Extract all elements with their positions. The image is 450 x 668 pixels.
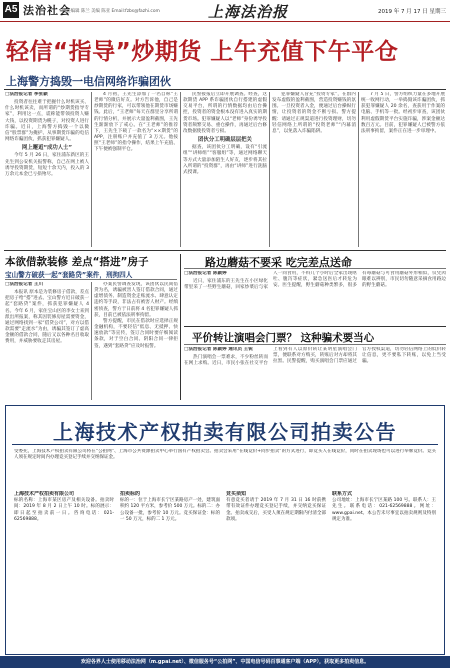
section-rule: [184, 326, 446, 327]
column-divider: [91, 282, 92, 400]
lead-paragraph: 犯罪嫌疑人冒充“投资专家”，在群内发布虚假的盈利截图，营造投资赚钱的氛围。一旦投资者入金，便通过后台操纵行情，让投资者的资金不断亏损。警方提醒：请通过正规渠道进行投资理财，切勿轻信网络上所谓的“投资老师”“内幕消息”，以免落入诈骗陷阱。: [272, 92, 356, 134]
lead-column-1: [5, 92, 89, 247]
story3-rule: [184, 268, 446, 269]
lead-column-5: [361, 92, 445, 247]
lead-column-3: [183, 92, 267, 247]
story2-deck: 宝山警方破获一起“套路贷”案件，刑拘四人: [5, 271, 133, 279]
story4-paragraph: 热门演唱会一票难求，不少粉丝转而在网上求购。近日，市民小张在社交平台上看到有人以原价转让某明星演唱会门票，便联系对方购买，转账后对方却将其拉黑。民警提醒，购买演唱会门票应通过官方授权渠道，切勿轻信网络上的低价转让信息，更不要私下转账，以免上当受骗。: [184, 347, 446, 367]
lead-paragraph: 今年 5 月 26 日，家住浦东新区的王先生到公安机关报警称，自己在网上被人诱导投资期货，短短十余天内，投入的 3 万余元本金已亏损殆尽。: [5, 153, 89, 177]
section-name: 法治社会: [23, 4, 71, 17]
notice-intro-text: 受委托，上海技术产权拍卖有限公司将在“公拍网”、上海市公共资源拍卖中心举行国有产权拍卖会。拍卖会采用“在线竞价+同步拍卖”的方式进行，即竞买人在线竞价，同时在拍卖现场也可以进行举牌竞价。竞买人须在规定时间内办理竞买登记手续并交纳保证金。: [14, 449, 436, 461]
story2-rule: [5, 279, 177, 280]
story2-paragraph: 办案民警调查发现，该团伙以民间借贷为名，诱骗被害人签订借款合同，通过虚增债务、制造资金走账流水、肆意认定违约等手段，非法占有被害人财产。经缜密侦查，警方于日前将 4 名犯罪嫌疑人抓获，目前已被依法刑事拘留。: [94, 282, 178, 318]
column-divider: [180, 254, 181, 400]
auction-notice: [5, 405, 445, 655]
lead-subhead-1: 网上邂逅“成功人士”: [21, 145, 73, 152]
story3-body: [184, 271, 446, 323]
notice-column-text: 标的一：位于上海市长宁区某路房产一处，建筑面积约 120 平方米，参考价 500 万元。标的二：办公设备一批，参考价 10 万元。竞买保证金：标的一 50 万元，标的二 1 万元。: [120, 498, 220, 522]
notice-rule: [12, 444, 438, 445]
notice-column-title: 联系方式: [332, 491, 353, 497]
notice-column-2: [120, 491, 220, 646]
story2-paragraph: 警方提醒，市民在借款时应选择正规金融机构，不要轻信“低息、无抵押、快速放款”等宣传，签订合同时要仔细阅读条款，对于空白合同、阴阳合同一律拒签，遇到“套路贷”应及时报警。: [94, 318, 178, 349]
lead-column-2: [94, 92, 178, 247]
editors-line: 责任编辑 陈兰 美编 陈亚 Email:fzbs@fazhi.com: [62, 9, 160, 14]
notice-title: 上海技术产权拍卖有限公司拍卖公告: [53, 420, 397, 444]
section-rule: [4, 250, 446, 251]
lead-subhead-2: 团伙分工明确层层把关: [198, 137, 252, 144]
lead-deck: 上海警方捣毁一电信网络诈骗团伙: [6, 75, 171, 88]
lead-rule: [4, 89, 446, 90]
notice-column-3: [226, 491, 326, 646]
story2-headline: 本欲借款装修 差点“搭进”房子: [5, 256, 149, 268]
lead-paragraph: 据查，该团伙分工明确，设有“引流组”“讲师组”“客服组”等，通过网络聊天等方式大量添加陌生人好友，逐步将其拉入所谓的“投资群”，再由“讲师”进行洗脑式授课。: [183, 145, 267, 175]
story2-paragraph: 本报讯 原本是为装修房子借款，差点把房子给“搭”进去。宝山警方近日破获一起“套路贷”案件，抓获犯罪嫌疑人 4 名。今年 6 月，家住宝山区的李女士来到派出所报案，称其因装修房屋需要资金，通过网络找到一家“借贷公司”，对方以借款需要“走流水”为由，诱骗其签订了虚高金额的借款合同，随后又以各种名目收取费用，并威胁要收走其房屋。: [5, 290, 89, 345]
story3-paragraph: 近日，家住浦东的王先生在小区绿化带里采了一些野生蘑菇，回家炒菜后与家人一同食用，不料几个小时后全家出现呕吐、腹泻等症状，紧急送医后才转危为安。医生提醒，野生蘑菇种类繁多，很多有毒蘑菇与可食用蘑菇外形相似，仅凭肉眼难以辨别，市民切勿随意采摘食用路边的野生蘑菇。: [184, 271, 446, 291]
lead-headline: 轻信“指导”炒期货 上午充值下午平仓: [6, 39, 399, 65]
notice-column-1: [14, 491, 114, 646]
notice-column-4: [332, 491, 436, 646]
notice-column-text: 有意竞买者请于 2019 年 7 月 31 日 16 时前携带有效证件办理竞买登记手续，并交纳竞买保证金。拍卖成交后，买受人须在规定期限内付清全部款项。: [226, 498, 326, 522]
masthead: [0, 0, 450, 22]
footer-banner: 欢迎各界人士使用移动法治网（m.gpai.net）、微信服务号“公拍网”、中国电信号码百事通客户端（APP），获取更多拍卖信息。: [0, 656, 450, 668]
story2-column-2: [94, 282, 178, 400]
column-divider: [358, 92, 359, 247]
notice-column-title: 拍卖标的: [120, 491, 141, 497]
notice-column-text: 标的名称：上海市某区房产及相关设备。拍卖时间：2019 年 8 月 2 日上午 10 时。标的展示：即日起至拍卖前一日。咨询电话：021-62569888。: [14, 498, 114, 522]
lead-column-4: [272, 92, 356, 247]
story4-body: [184, 347, 446, 400]
notice-intro: [14, 449, 436, 487]
story2-column-1: [5, 282, 89, 400]
story4-rule: [184, 344, 446, 345]
column-divider: [91, 92, 92, 247]
column-divider: [180, 92, 181, 247]
newspaper-logo: 上海法治报: [208, 3, 289, 21]
lead-byline: □法治报记者 季张颖: [5, 92, 48, 97]
story4-byline: □法治报记者 陈颖婷 通讯员 王锐: [184, 347, 253, 352]
lead-paragraph: 投资者往往难于把握什么时机该买、什么时机该卖，而所谓的“炒期货指导专家”，利用这一点，谎称能带领投资人赚大钱，以投资期货为幌子，对投资人进行诈骗。近日，上海警方捣毁一个以微信“股票群”为掩护、从事期货诈骗的电信网络诈骗团伙，抓获犯罪嫌疑人。: [5, 100, 89, 143]
story3-headline: 路边蘑菇不要采 吃完差点送命: [205, 256, 352, 269]
notice-column-title: 竞买须知: [226, 491, 247, 497]
story3-byline: □法治报记者 陈颖婷: [184, 271, 227, 276]
lead-paragraph: 民警接报后立即开展调查。经查，这款期货 APP 系诈骗团伙自行搭建的虚假交易平台，所谓的行情数据均由后台操控，投资者的资金根本没有进入真实的期货市场。犯罪嫌疑人以“老师”身份诱导投资者频繁交易、重仓操作，再通过后台修改数据使投资者亏损。: [183, 92, 267, 134]
notice-column-title: 上海技术产权拍卖有限公司: [14, 491, 75, 497]
story2-byline: □法治报记者 王川: [5, 282, 44, 287]
lead-paragraph: 7 月 5 日，警方组织力量在多地开展统一收网行动，一举捣毁该诈骗团伙，抓获犯罪嫌疑人 20 余名，查获用于作案的电脑、手机等一批。经初步审查，该团伙利用虚假期货平台实施诈骗，涉案金额达数百万元。目前，犯罪嫌疑人已被警方依法刑事拘留，案件正在进一步审理中。: [361, 92, 445, 134]
column-divider: [269, 92, 270, 247]
story4-headline: 平价转让演唱会门票？ 这种骗术要当心: [192, 332, 375, 344]
page-number: A5: [3, 2, 19, 18]
notice-column-text: 公司地址：上海市长宁区某路 100 号。联系人：王先生。联系电话：021-62569888。网址：www.gpai.net。本公告未尽事宜以拍卖规则及特别规定为准。: [332, 498, 436, 522]
lead-paragraph: 4 月初，王先生添加了一名自称“王老师”的微信好友。对方告诉他，自己是炒期货的行家，可以带领他在期货市场赚钱。此后，“王老师”每天在群里分享所谓的行情分析，并展示大量盈利截图，王先生渐渐放下了戒心。在“王老师”的推荐下，王先生下载了一款名为“××期货”的 APP，注册账户并充值了 3 万元。他按照“王老师”的指令操作，结果上午充值、下午便被强制平仓。: [94, 92, 178, 153]
issue-date: 2019 年 7 月 17 日 星期三: [378, 9, 446, 15]
